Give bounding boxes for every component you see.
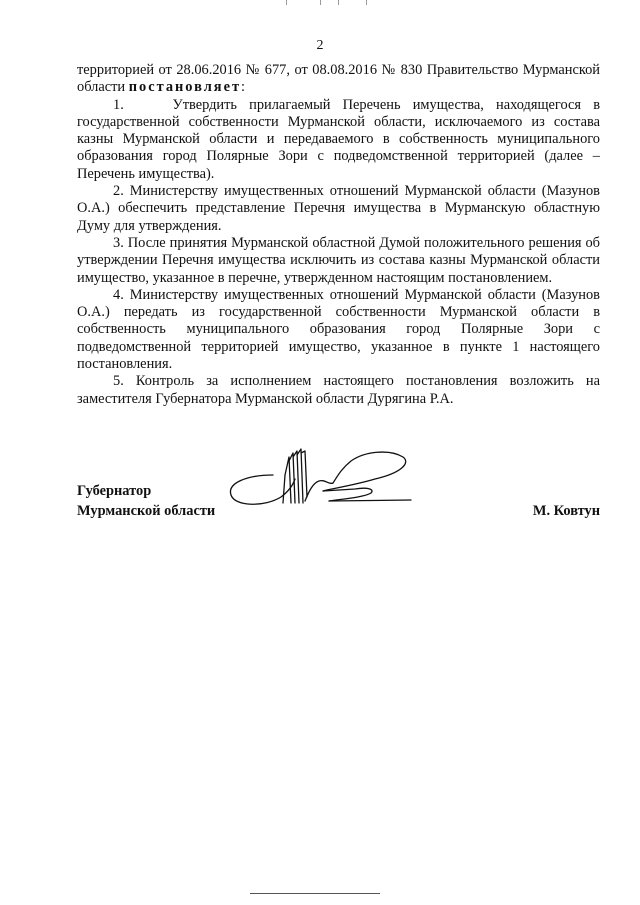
intro-paragraph [77, 62, 600, 97]
item-5 [77, 373, 600, 408]
item-number: 3. [113, 234, 124, 251]
item-text: Утвердить прилагаемый Перечень имущества, находящегося в государственной собственности Мурманской области, исключаемого из состава казны Мурманской области и передаваемого в собственность муниципального образования город Полярные Зори с подведомственной территорией (далее – Перечень имущества). [77, 96, 600, 182]
signatory-title-line1: Губернатор [77, 483, 152, 499]
item-text: Контроль за исполнением настоящего постановления возложить на заместителя Губернатора Мурманской области Дурягина Р.А. [77, 373, 600, 407]
scan-artifact [280, 0, 370, 6]
intro-text: территорией от 28.06.2016 № 677, от 08.08.2016 № 830 Правительство Мурманской области [77, 62, 600, 96]
page-number: 2 [316, 38, 324, 53]
item-number: 2. [113, 183, 124, 200]
item-number: 5. [113, 373, 124, 390]
decree-word: постановляет [128, 79, 242, 96]
item-number: 4. [113, 286, 124, 303]
intro-end: : [241, 79, 246, 96]
signatory-name: М. Ковтун [532, 503, 600, 519]
item-text: После принятия Мурманской областной Думой положительного решения об утверждении Перечня имущества исключить из состава казны Мурманской области имущество, указанное в перечне, утвержденном настоящим постановлением. [77, 234, 600, 286]
item-4 [77, 287, 600, 373]
item-number: 1. [113, 96, 124, 113]
signatory-title [77, 481, 215, 521]
item-2 [77, 183, 600, 235]
signatory-title-line2: Мурманской области [77, 503, 216, 519]
item-text: Министерству имущественных отношений Мурманской области (Мазунов О.А.) передать из государственной собственности Мурманской области в собственность муниципального образования город Полярные Зори с подведомственной территорией имущество, указанное в пункте 1 настоящего постановления. [77, 286, 600, 373]
footer-rule [250, 893, 380, 894]
item-1 [77, 97, 600, 183]
item-3 [77, 235, 600, 287]
handwritten-signature [225, 445, 420, 520]
document-body [77, 62, 600, 408]
item-text: Министерству имущественных отношений Мурманской области (Мазунов О.А.) обеспечить представление Перечня имущества в Мурманскую областную Думу для утверждения. [77, 183, 600, 234]
